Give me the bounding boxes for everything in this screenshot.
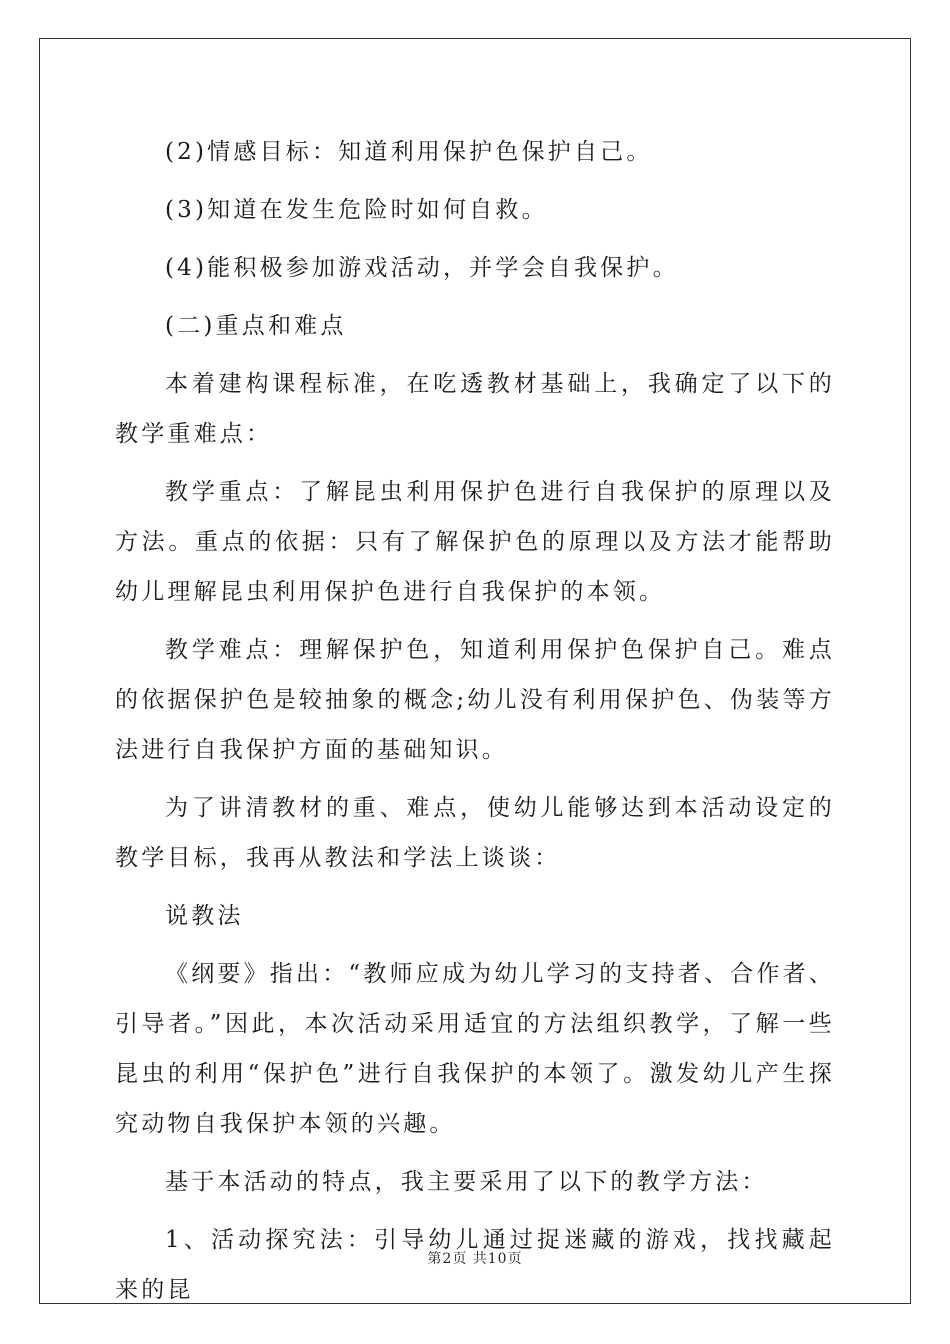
paragraph: 本着建构课程标准，在吃透教材基础上，我确定了以下的教学重难点： bbox=[115, 371, 835, 447]
paragraph: (2)情感目标：知道利用保护色保护自己。 bbox=[165, 139, 653, 165]
paragraph: 教学难点：理解保护色，知道利用保护色保护自己。难点的依据保护色是较抽象的概念;幼儿没有利用保护色、伪装等方法进行自我保护方面的基础知识。 bbox=[115, 637, 835, 763]
page-number-footer: 第2页 共10页 bbox=[427, 1251, 523, 1267]
paragraph: 1、活动探究法：引导幼儿通过捉迷藏的游戏，找找藏起来的昆 bbox=[115, 1227, 835, 1303]
document-body bbox=[115, 127, 835, 1323]
paragraph: (3)知道在发生危险时如何自救。 bbox=[165, 197, 548, 223]
paragraph: 基于本活动的特点，我主要采用了以下的教学方法： bbox=[165, 1169, 768, 1195]
paragraph: 教学重点：了解昆虫利用保护色进行自我保护的原理以及方法。重点的依据：只有了解保护色的原理以及方法才能帮助幼儿理解昆虫利用保护色进行自我保护的本领。 bbox=[115, 479, 835, 605]
paragraph: 《纲要》指出：“教师应成为幼儿学习的支持者、合作者、引导者。”因此，本次活动采用适宜的方法组织教学，了解一些昆虫的利用“保护色”进行自我保护的本领了。激发幼儿产生探究动物自我保护本领的兴趣。 bbox=[115, 961, 835, 1137]
paragraph: (二)重点和难点 bbox=[165, 313, 347, 339]
paragraph: (4)能积极参加游戏活动，并学会自我保护。 bbox=[165, 255, 679, 281]
paragraph: 说教法 bbox=[165, 903, 244, 929]
paragraph: 为了讲清教材的重、难点，使幼儿能够达到本活动设定的教学目标，我再从教法和学法上谈谈： bbox=[115, 795, 835, 871]
